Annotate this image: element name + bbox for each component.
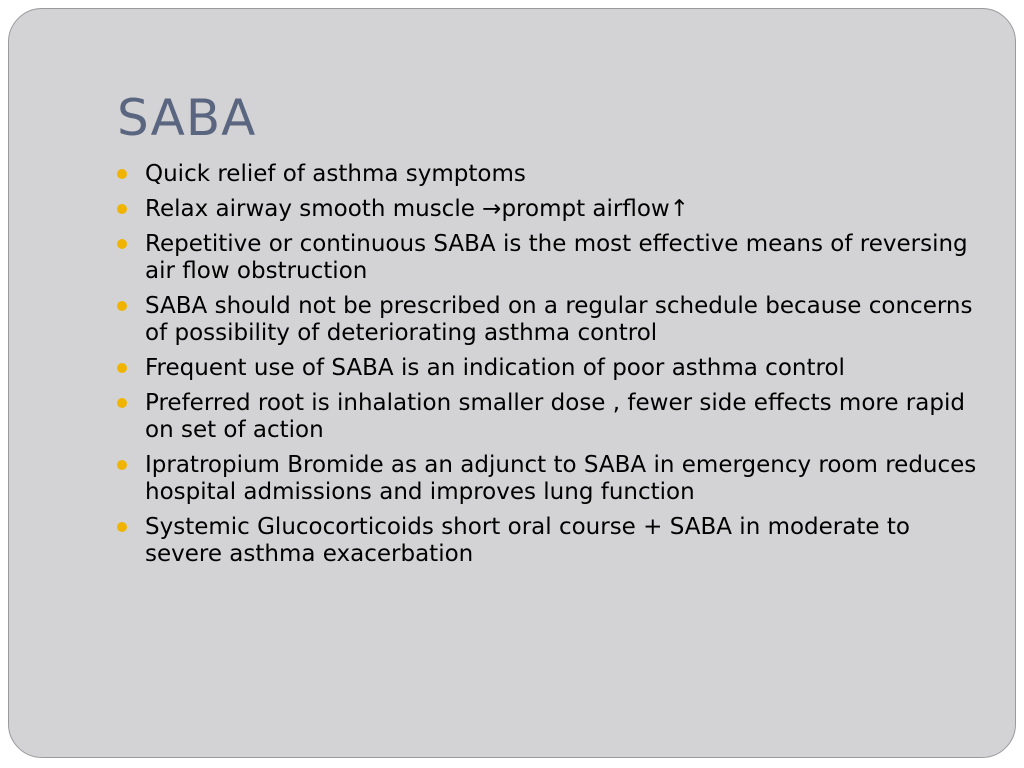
bullet-item — [117, 231, 977, 285]
bullet-list — [117, 161, 977, 576]
bullet-text: Repetitive or continuous SABA is the most effective means of reversing air flow obstruction — [145, 231, 968, 284]
bullet-item — [117, 355, 977, 382]
bullet-item — [117, 161, 977, 188]
bullet-dot-icon — [117, 301, 127, 311]
bullet-item — [117, 390, 977, 444]
bullet-text: Relax airway smooth muscle →prompt airflow↑ — [145, 196, 689, 222]
bullet-text: Frequent use of SABA is an indication of poor asthma control — [145, 355, 845, 381]
bullet-dot-icon — [117, 169, 127, 179]
bullet-item — [117, 196, 977, 223]
bullet-text: Preferred root is inhalation smaller dose , fewer side effects more rapid on set of action — [145, 390, 965, 443]
bullet-dot-icon — [117, 239, 127, 249]
bullet-item — [117, 293, 977, 347]
slide-title: SABA — [117, 89, 257, 147]
bullet-text: Systemic Glucocorticoids short oral course + SABA in moderate to severe asthma exacerbation — [145, 514, 910, 567]
bullet-dot-icon — [117, 522, 127, 532]
bullet-item — [117, 514, 977, 568]
bullet-dot-icon — [117, 460, 127, 470]
bullet-dot-icon — [117, 204, 127, 214]
bullet-text: Ipratropium Bromide as an adjunct to SABA in emergency room reduces hospital admissions and improves lung function — [145, 452, 977, 505]
bullet-text: Quick relief of asthma symptoms — [145, 161, 526, 187]
bullet-item — [117, 452, 977, 506]
bullet-dot-icon — [117, 363, 127, 373]
slide — [8, 8, 1016, 758]
bullet-text: SABA should not be prescribed on a regular schedule because concerns of possibility of deteriorating asthma control — [145, 293, 973, 346]
bullet-dot-icon — [117, 398, 127, 408]
